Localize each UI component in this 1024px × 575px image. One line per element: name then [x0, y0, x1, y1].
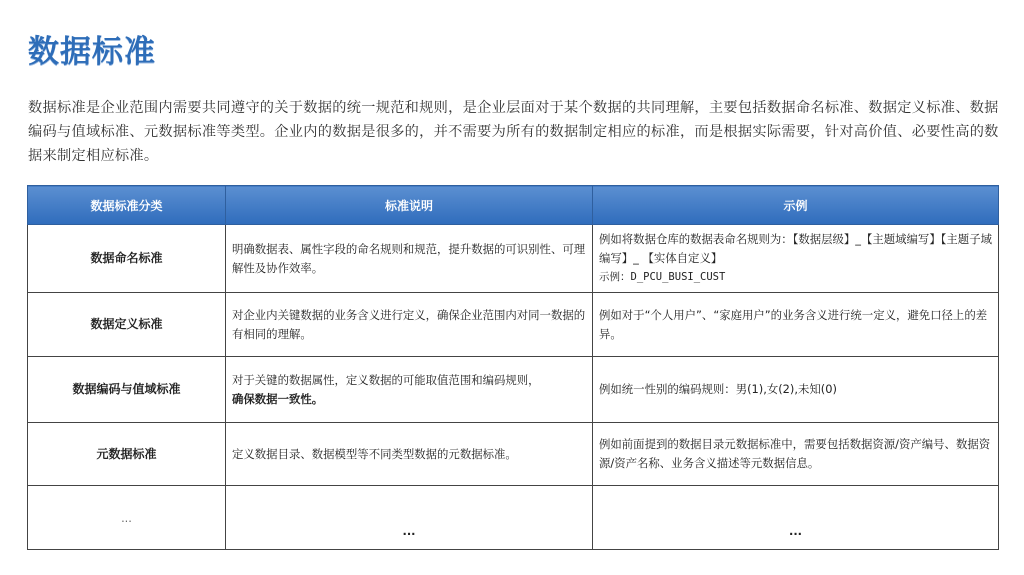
- header-category: 数据标准分类: [28, 186, 226, 225]
- table-header-row: [28, 186, 999, 225]
- header-example: 示例: [593, 186, 999, 225]
- row-example: [593, 225, 999, 293]
- example-text: 例如将数据仓库的数据表命名规则为：【数据层级】_【主题域编写】【主题子域编写】_ 【实体自定义】: [599, 232, 992, 265]
- row-description: ...: [226, 486, 593, 550]
- row-category: ...: [28, 486, 226, 550]
- row-category: 数据命名标准: [28, 225, 226, 293]
- row-category: 数据编码与值域标准: [28, 357, 226, 423]
- row-example: ...: [593, 486, 999, 550]
- header-description: 标准说明: [226, 186, 593, 225]
- row-category: 元数据标准: [28, 423, 226, 486]
- description-text: 对于关键的数据属性，定义数据的可能取值范围和编码规则，: [232, 372, 540, 387]
- page-title: 数据标准: [28, 34, 156, 70]
- table-row: [28, 357, 999, 423]
- row-description: 定义数据目录、数据模型等不同类型数据的元数据标准。: [226, 423, 593, 486]
- table-row: [28, 225, 999, 293]
- row-example: 例如前面提到的数据目录元数据标准中，需要包括数据资源/资产编号、数据资源/资产名称、业务含义描述等元数据信息。: [593, 423, 999, 486]
- data-standards-table: [27, 185, 999, 550]
- row-example: 例如统一性别的编码规则：男(1),女(2),未知(0): [593, 357, 999, 423]
- example-code: 示例：D_PCU_BUSI_CUST: [599, 271, 726, 283]
- row-example: 例如对于“个人用户”、“家庭用户”的业务含义进行统一定义，避免口径上的差异。: [593, 293, 999, 357]
- row-description: [226, 357, 593, 423]
- row-description: 明确数据表、属性字段的命名规则和规范，提升数据的可识别性、可理解性及协作效率。: [226, 225, 593, 293]
- row-description: 对企业内关键数据的业务含义进行定义，确保企业范围内对同一数据的有相同的理解。: [226, 293, 593, 357]
- description-emphasis: 确保数据一致性。: [232, 391, 324, 406]
- table-row: [28, 293, 999, 357]
- row-category: 数据定义标准: [28, 293, 226, 357]
- intro-paragraph: 数据标准是企业范围内需要共同遵守的关于数据的统一规范和规则，是企业层面对于某个数据的共同理解，主要包括数据命名标准、数据定义标准、数据编码与值域标准、元数据标准等类型。企业内的数据是很多的，并不需要为所有的数据制定相应的标准，而是根据实际需要，针对高价值、必要性高的数据来制定相应标准。: [28, 100, 999, 164]
- table-row: [28, 423, 999, 486]
- table-row: [28, 486, 999, 550]
